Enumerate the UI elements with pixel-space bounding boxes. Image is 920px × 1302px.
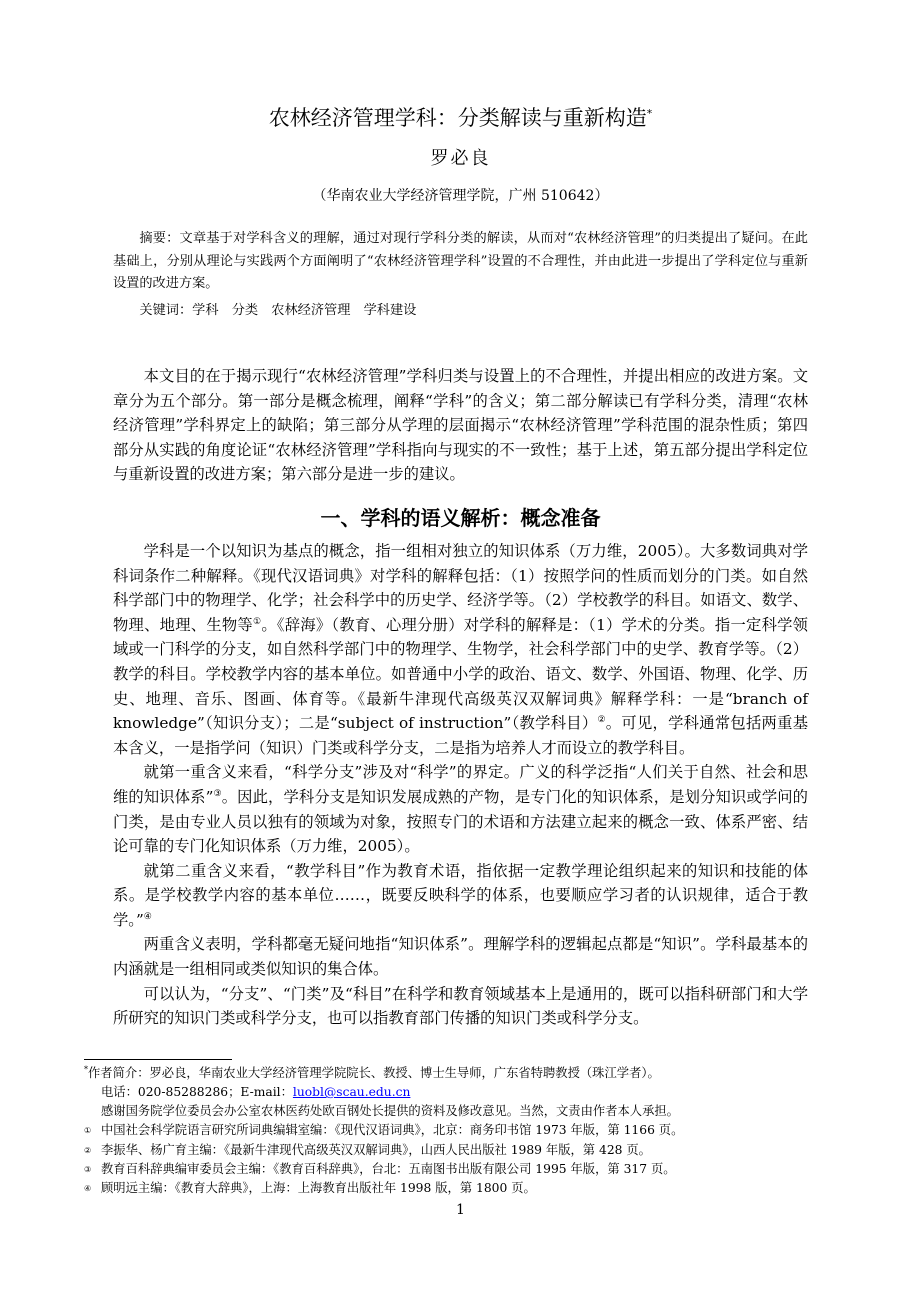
author-name: 罗必良 [430, 148, 491, 169]
text-segment: 就第二重含义来看，“教学科目”作为教育术语，指依据一定教学理论组织起来的知识和技能的体系。是学校教学内容的基本单位……，既要反映科学的体系，也要顺应学习者的认识规律，适合于教学。” [113, 861, 808, 929]
footnote-1 [84, 1121, 824, 1140]
affiliation: （华南农业大学经济管理学院，广州 510642） [312, 188, 609, 204]
footnote-mark: ④ [84, 1184, 92, 1194]
author-footnote [84, 1064, 824, 1083]
abstract: 摘要：文章基于对学科含义的理解，通过对现行学科分类的解读，从而对“农林经济管理”的归类提出了疑问。在此基础上，分别从理论与实践两个方面阐明了“农林经济管理学科”设置的不合理性，并由此进一步提出了学科定位与重新设置的改进方案。 [113, 231, 808, 291]
paper-title [0, 104, 920, 132]
body-paragraph-5: 可以认为，“分支”、“门类”及“科目”在科学和教育领域基本上是通用的，既可以指科研部门和大学所研究的知识门类或科学分支，也可以指教育部门传播的知识门类或科学分支。 [113, 984, 808, 1028]
text-segment: 。《辞海》（教育、心理分册）对学科的解释是：（1）学术的分类。指一定科学领域或一门科学的分支，如自然科学部门中的物理学、生物学，社会科学部门中的史学、教育学等。（2）教学的科目。学校教学内容的基本单位。如普通中小学的政治、语文、数学、外国语、物理、化学、历史、地理、音乐、图画、体育等。《最新牛津现代高级英汉双解词典》解释学科：一是“branch of knowledge”（知识分支）；二是“subject of instruction”（教学科目） [113, 615, 808, 733]
section-heading: 一、学科的语义解析：概念准备 [320, 505, 601, 530]
body-paragraph-1 [113, 539, 808, 760]
text-segment: 。可见，学科通常包括两重基本含义，一是指学问（知识）门类或科学分支，二是指为培养人才而设立的教学科目。 [113, 714, 808, 757]
title-footnote-mark: * [646, 107, 653, 120]
footnote-text: 顾明远主编：《教育大辞典》，上海：上海教育出版社年 1998 版，第 1800 页。 [101, 1181, 536, 1196]
footnote-ref-3[interactable]: ③ [213, 788, 222, 799]
footnotes [84, 1064, 824, 1198]
email-link[interactable]: luobl@scau.edu.cn [292, 1085, 411, 1100]
text-segment: 学科是一个以知识为基点的概念，指一组相对独立的知识体系（万力维，2005）。大多数词典对学科词条作二种解释。《现代汉语词典》对学科的解释包括：（1）按照学问的性质而划分的门类。如自然科学部门中的物理学、化学；社会科学中的历史学、经济学等。（2）学校教学的科目。如语文、数学、物理、地理、生物等 [113, 541, 808, 634]
footnote-ref-2[interactable]: ② [597, 715, 606, 726]
footnote-mark: ② [84, 1145, 92, 1155]
thanks-footnote: 感谢国务院学位委员会办公室农林医药处欧百钢处长提供的资料及修改意见。当然，文责由作者本人承担。 [101, 1104, 679, 1119]
contact-footnote [84, 1083, 824, 1102]
title-text: 农林经济管理学科：分类解读与重新构造 [268, 106, 647, 130]
intro-paragraph: 本文目的在于揭示现行“农林经济管理”学科归类与设置上的不合理性，并提出相应的改进方案。文章分为五个部分。第一部分是概念梳理，阐释“学科”的含义；第二部分解读已有学科分类，清理“农林经济管理”学科界定上的缺陷；第三部分从学理的层面揭示“农林经济管理”学科范围的混杂性质；第四部分从实践的角度论证“农林经济管理”学科指向与现实的不一致性；基于上述，第五部分提出学科定位与重新设置的改进方案；第六部分是进一步的建议。 [113, 367, 808, 484]
footnote-mark: ① [84, 1126, 92, 1136]
footnote-3 [84, 1160, 824, 1179]
keywords: 关键词：学科 分类 农林经济管理 学科建设 [139, 302, 417, 318]
body-paragraph-4: 两重含义表明，学科都毫无疑问地指“知识体系”。理解学科的逻辑起点都是“知识”。学科最基本的内涵就是一组相同或类似知识的集合体。 [113, 935, 808, 979]
footnote-text: 作者简介：罗必良，华南农业大学经济管理学院院长、教授、博士生导师，广东省特聘教授（珠江学者）。 [88, 1065, 660, 1080]
page-number: 1 [456, 1202, 465, 1219]
footnote-ref-1[interactable]: ① [252, 616, 262, 627]
footnote-text: 李振华、杨广育主编：《最新牛津现代高级英汉双解词典》，山西人民出版社 1989 年版，第 428 页。 [101, 1142, 651, 1157]
text-segment: 就第一重含义来看，“科学分支”涉及对“科学”的界定。广义的科学泛指“人们关于自然、社会和思维的知识体系” [113, 763, 808, 806]
body-paragraph-3 [113, 859, 808, 933]
footnote-ref-4[interactable]: ④ [143, 911, 152, 922]
phone-text: 电话：020-85288286；E-mail： [101, 1085, 293, 1100]
body-paragraph-2 [113, 760, 808, 858]
text-segment: 。因此，学科分支是知识发展成熟的产物，是专门化的知识体系，是划分知识或学问的门类，是由专业人员以独有的领域为对象，按照专门的术语和方法建立起来的概念一致、体系严密、结论可靠的专门化知识体系（万力维，2005）。 [113, 787, 808, 856]
footnote-mark: ③ [84, 1164, 92, 1174]
footnote-text: 中国社会科学院语言研究所词典编辑室编：《现代汉语词典》，北京：商务印书馆 1973 年版，第 1166 页。 [101, 1123, 684, 1138]
footnote-text: 教育百科辞典编审委员会主编：《教育百科辞典》，台北：五南图书出版有限公司 1995 年版，第 317 页。 [101, 1161, 676, 1176]
footnote-4 [84, 1179, 824, 1198]
footnote-separator [84, 1059, 232, 1060]
footnote-mark: * [84, 1064, 88, 1074]
footnote-2 [84, 1141, 824, 1160]
